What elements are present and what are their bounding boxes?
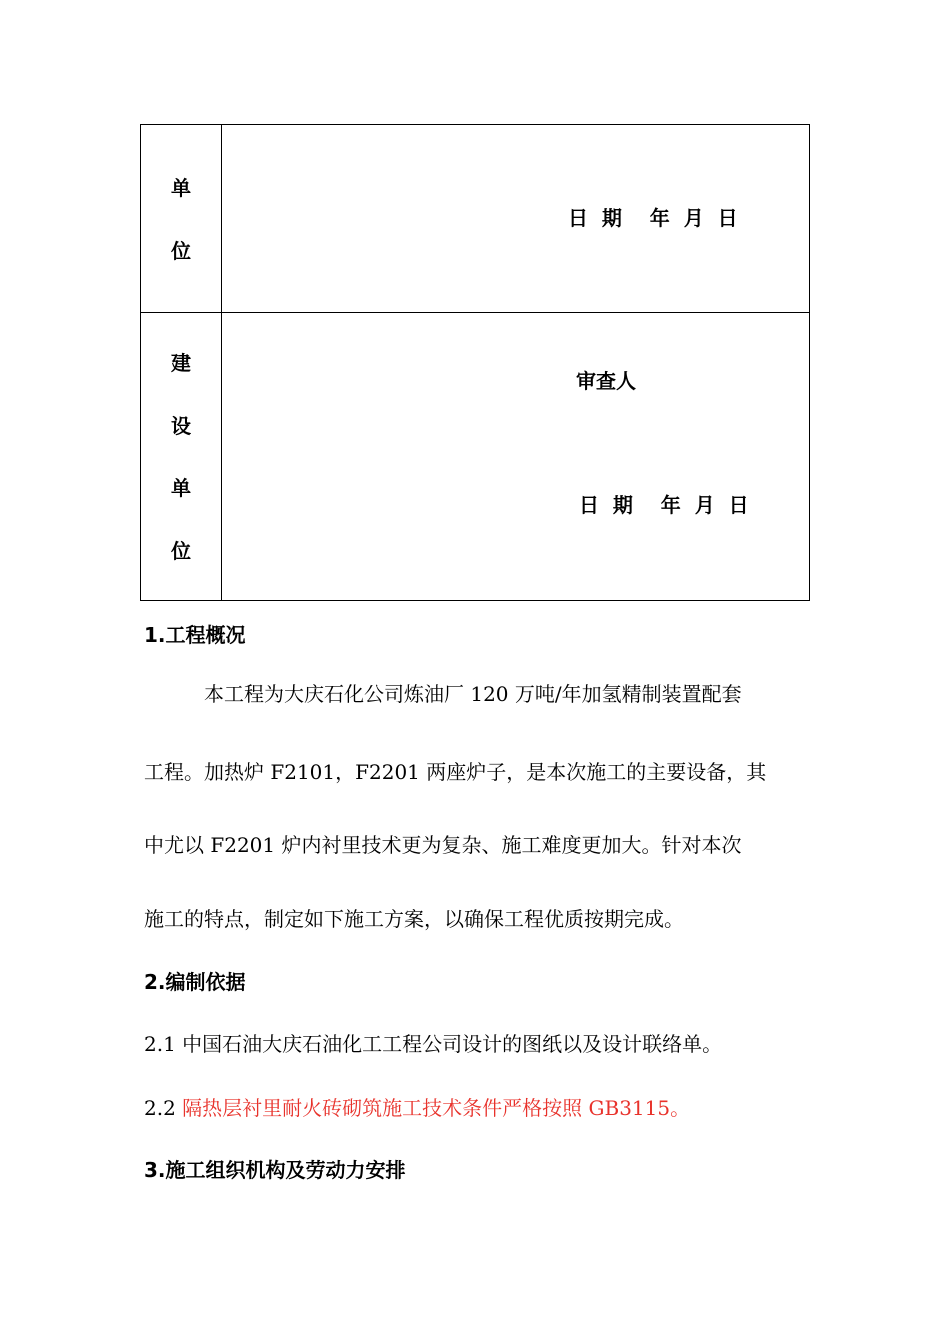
unit-label-char: 位	[171, 239, 191, 263]
construction-unit-date-field: 日 期 年 月 日	[579, 493, 749, 517]
unit-row	[141, 125, 810, 313]
section1-heading: 1.工程概况	[144, 623, 246, 647]
section3-heading: 3.施工组织机构及劳动力安排	[144, 1158, 406, 1182]
section2-item-1: 2.1 中国石油大庆石油化工工程公司设计的图纸以及设计联络单。	[144, 1032, 723, 1056]
construction-unit-content-cell	[222, 313, 810, 601]
unit-date-field: 日 期 年 月 日	[568, 206, 738, 230]
section2-item-2-text: 隔热层衬里耐火砖砌筑施工技术条件严格按照 GB3115。	[182, 1096, 691, 1120]
section2-item-2	[144, 1092, 690, 1121]
unit-label-char: 单	[171, 176, 191, 200]
signature-table	[140, 124, 810, 601]
reviewer-label: 审查人	[576, 369, 636, 393]
construction-unit-label-cell	[141, 313, 222, 601]
construction-unit-label-char: 位	[171, 539, 191, 563]
unit-label-cell	[141, 125, 222, 313]
construction-unit-row	[141, 313, 810, 601]
section1-paragraph-line: 本工程为大庆石化公司炼油厂 120 万吨/年加氢精制装置配套	[204, 682, 742, 706]
construction-unit-label-char: 建	[171, 351, 191, 375]
construction-unit-label-char: 单	[171, 476, 191, 500]
section1-paragraph-line: 施工的特点，制定如下施工方案，以确保工程优质按期完成。	[144, 907, 684, 931]
section2-heading: 2.编制依据	[144, 970, 246, 994]
section1-paragraph-line: 中尤以 F2201 炉内衬里技术更为复杂、施工难度更加大。针对本次	[144, 833, 742, 857]
section2-item-2-number: 2.2	[144, 1096, 183, 1120]
section1-paragraph-line: 工程。加热炉 F2101，F2201 两座炉子，是本次施工的主要设备，其	[144, 760, 767, 784]
construction-unit-label-char: 设	[171, 414, 191, 438]
unit-content-cell	[222, 125, 810, 313]
